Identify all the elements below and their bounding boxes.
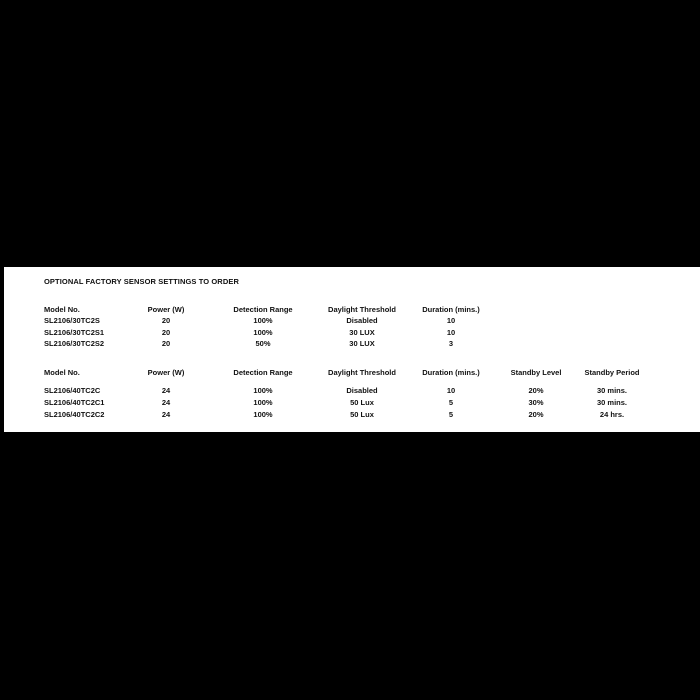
table-cell: 30 LUX <box>349 339 375 349</box>
table-cell: 30% <box>528 398 544 408</box>
table-cell: 20 <box>161 327 171 337</box>
table-cell: 10 <box>446 327 456 337</box>
table-cell: 24 hrs. <box>599 410 625 420</box>
table-row <box>44 315 700 326</box>
column-header: Model No. <box>44 367 80 377</box>
table-cell: 20 <box>161 339 171 349</box>
table-cell: 100% <box>253 316 273 326</box>
table-cell: 100% <box>253 398 273 408</box>
table-cell: SL2106/40TC2C <box>44 386 101 396</box>
table-cell: SL2106/30TC2S2 <box>44 339 105 349</box>
table-cell: 50% <box>255 339 271 349</box>
column-header: Detection Range <box>233 367 293 377</box>
column-header: Daylight Threshold <box>328 367 396 377</box>
table-cell: 30 mins. <box>596 386 627 396</box>
sensor-settings-table-30tc2s <box>44 304 700 350</box>
header-row <box>44 304 700 315</box>
table-cell: 20 <box>161 316 171 326</box>
column-header: Daylight Threshold <box>328 305 396 314</box>
column-header: Duration (mins.) <box>422 305 480 314</box>
sensor-settings-table-40tc2c <box>44 367 700 421</box>
table-cell: 24 <box>161 410 171 420</box>
table-cell: SL2106/40TC2C1 <box>44 398 105 408</box>
table-row <box>44 397 700 409</box>
table-row <box>44 409 700 421</box>
table-cell: 20% <box>528 386 544 396</box>
header-row <box>44 367 700 378</box>
column-header: Duration (mins.) <box>422 367 480 377</box>
column-header: Standby Period <box>584 367 640 377</box>
column-header: Power (W) <box>147 367 185 377</box>
table-row <box>44 338 700 349</box>
table-cell: 10 <box>446 316 456 326</box>
sensor-settings-panel <box>4 267 700 432</box>
table-cell: Disabled <box>346 316 378 326</box>
table-cell: 100% <box>253 327 273 337</box>
column-header: Model No. <box>44 305 80 314</box>
table-cell: 10 <box>446 386 456 396</box>
table-cell: 50 Lux <box>350 410 374 420</box>
panel-title: OPTIONAL FACTORY SENSOR SETTINGS TO ORDER <box>44 277 239 286</box>
table-cell: 30 LUX <box>349 327 375 337</box>
table-cell: 24 <box>161 386 171 396</box>
column-header: Standby Level <box>510 367 562 377</box>
table-row <box>44 385 700 397</box>
table-cell: 30 mins. <box>596 398 627 408</box>
table-row <box>44 327 700 338</box>
table-cell: 5 <box>448 410 454 420</box>
table-cell: SL2106/30TC2S1 <box>44 327 105 337</box>
table-cell: 100% <box>253 386 273 396</box>
table-cell: 24 <box>161 398 171 408</box>
table-cell: 3 <box>448 339 454 349</box>
table-cell: 50 Lux <box>350 398 374 408</box>
column-header: Power (W) <box>147 305 185 314</box>
table-cell: 5 <box>448 398 454 408</box>
table-cell: SL2106/30TC2S <box>44 316 100 326</box>
table-cell: SL2106/40TC2C2 <box>44 410 105 420</box>
column-header: Detection Range <box>233 305 293 314</box>
table-cell: Disabled <box>346 386 378 396</box>
table-cell: 100% <box>253 410 273 420</box>
table-cell: 20% <box>528 410 544 420</box>
